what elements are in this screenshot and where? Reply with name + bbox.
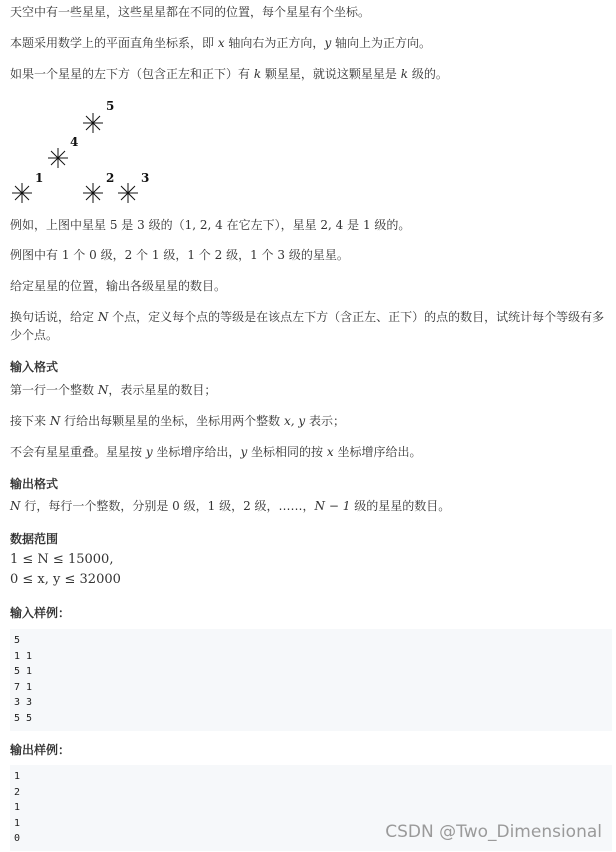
- code-line: 1: [14, 771, 21, 782]
- star-icon: [83, 183, 103, 203]
- code-line: 5 1: [14, 666, 33, 678]
- math-xy: x, y: [283, 414, 306, 428]
- math: 1: [250, 248, 258, 262]
- input-format-line-1: [10, 381, 216, 399]
- code-line: 1: [14, 802, 21, 814]
- math: 1: [362, 218, 371, 232]
- code-line: 1 1: [14, 650, 33, 662]
- text: 坐标增序给出，: [152, 445, 241, 459]
- star-icon: [12, 183, 32, 203]
- math: 3: [277, 248, 285, 262]
- text: 级，……，: [250, 499, 315, 513]
- text: 行给出每颗星星的坐标，坐标用两个整数: [60, 414, 284, 428]
- math-N: N: [97, 383, 109, 397]
- star-icon: [48, 148, 68, 168]
- text: 级的。: [408, 67, 448, 81]
- sample-input-heading: 输入样例：: [10, 606, 71, 620]
- text: 轴向上为正方向。: [331, 36, 432, 50]
- math: 1: [207, 499, 216, 513]
- code-line: 3 3: [14, 697, 33, 709]
- math: 1: [61, 248, 70, 262]
- task-line: 给定星星的位置，输出各级星星的数目。: [10, 279, 227, 293]
- output-format-heading: 输出格式: [10, 477, 59, 491]
- math-N: N: [49, 414, 61, 428]
- text: 个: [194, 248, 215, 262]
- text: 例图中有: [10, 248, 62, 262]
- code-line: 5: [14, 635, 21, 646]
- output-format-line: [10, 497, 450, 515]
- star-label-1: 1: [35, 171, 44, 185]
- text: 坐标相同的按: [247, 445, 327, 459]
- math-k: k: [253, 67, 262, 81]
- input-format-heading: 输入格式: [10, 360, 59, 374]
- restate-line-1: [10, 308, 604, 326]
- math: 2, 4: [320, 218, 344, 232]
- text: 是: [343, 218, 363, 232]
- math-k: k: [400, 67, 409, 81]
- text: 个: [257, 248, 278, 262]
- star-label-2: 2: [106, 171, 115, 185]
- sample-output-heading: 输出样例：: [10, 743, 71, 757]
- example-line-2: [10, 246, 349, 264]
- math-x: x: [217, 36, 225, 50]
- star-label-3: 3: [141, 171, 150, 185]
- text: 如果一个星星的左下方（包含正左和正下）有: [10, 67, 254, 81]
- code-line: 5 5: [14, 712, 33, 724]
- star-label-4: 4: [70, 135, 79, 149]
- math: 1, 2, 4: [184, 218, 223, 232]
- text: 级的星星的数目。: [350, 499, 451, 513]
- code-line: 1: [14, 817, 21, 829]
- text: 不会有星星重叠。星星按: [10, 445, 146, 459]
- text: 在它左下），星星: [222, 218, 321, 232]
- text: 本题采用数学上的平面直角坐标系，即: [10, 36, 218, 50]
- code-line: 2: [14, 786, 21, 798]
- text: 级，: [96, 248, 125, 262]
- text: 级，: [215, 499, 244, 513]
- text: 级的星星。: [285, 248, 349, 262]
- math: 1: [151, 248, 160, 262]
- text: 级的（: [144, 218, 185, 232]
- sample-input-block: [10, 629, 612, 731]
- math: 0: [89, 248, 97, 262]
- intro-line-1: 天空中有一些星星，这些星星都在不同的位置，每个星星有个坐标。: [10, 5, 371, 19]
- input-format-line-2: [10, 412, 345, 430]
- star-icon: [118, 183, 138, 203]
- math: 2: [214, 248, 223, 262]
- text: 级，: [222, 248, 251, 262]
- text: 是: [117, 218, 138, 232]
- range-line-1: 1 ≤ N ≤ 15000,: [10, 552, 114, 567]
- math: 1: [187, 248, 195, 262]
- text: 个: [132, 248, 152, 262]
- code-line: 0: [14, 833, 21, 845]
- text: 换句话说，给定: [10, 310, 98, 324]
- math: 2: [124, 248, 133, 262]
- math: 0: [172, 499, 180, 513]
- restate-line-2: 少个点。: [10, 328, 59, 342]
- star-figure: [10, 96, 170, 208]
- text: 级，: [179, 499, 208, 513]
- star-icon: [83, 113, 103, 133]
- text: 接下来: [10, 414, 50, 428]
- csdn-watermark: CSDN @Two_Dimensional: [385, 822, 602, 842]
- text: 表示；: [305, 414, 345, 428]
- math-N: N: [10, 499, 21, 513]
- math-y: y: [145, 445, 153, 459]
- range-line-2: 0 ≤ x, y ≤ 32000: [10, 572, 121, 587]
- intro-line-3: [10, 65, 448, 83]
- text: ，表示星星的数目；: [108, 383, 217, 397]
- text: 行，每行一个整数，分别是: [20, 499, 173, 513]
- math-y: y: [324, 36, 332, 50]
- math-x: x: [326, 445, 334, 459]
- text: 颗星星，就说这颗星星是: [261, 67, 401, 81]
- math: 5: [109, 218, 118, 232]
- math-N-minus-1: N − 1: [314, 499, 351, 513]
- text: 个: [69, 248, 90, 262]
- intro-line-2: [10, 34, 431, 52]
- code-line: 7 1: [14, 681, 33, 693]
- example-line-1: [10, 216, 410, 234]
- text: 坐标增序给出。: [333, 445, 422, 459]
- math: 3: [137, 218, 145, 232]
- text: 轴向右为正方向，: [224, 36, 325, 50]
- range-heading: 数据范围: [10, 532, 59, 546]
- star-label-5: 5: [106, 99, 115, 113]
- math-N: N: [97, 310, 109, 324]
- text: 例如，上图中星星: [10, 218, 110, 232]
- text: 第一行一个整数: [10, 383, 98, 397]
- input-format-line-3: [10, 443, 421, 461]
- math-y: y: [240, 445, 248, 459]
- text: 级，: [159, 248, 188, 262]
- math: 2: [243, 499, 251, 513]
- text: 个点，定义每个点的等级是在该点左下方（含正左、正下）的点的数目，试统计每个等级有多: [108, 310, 605, 324]
- text: 级的。: [370, 218, 411, 232]
